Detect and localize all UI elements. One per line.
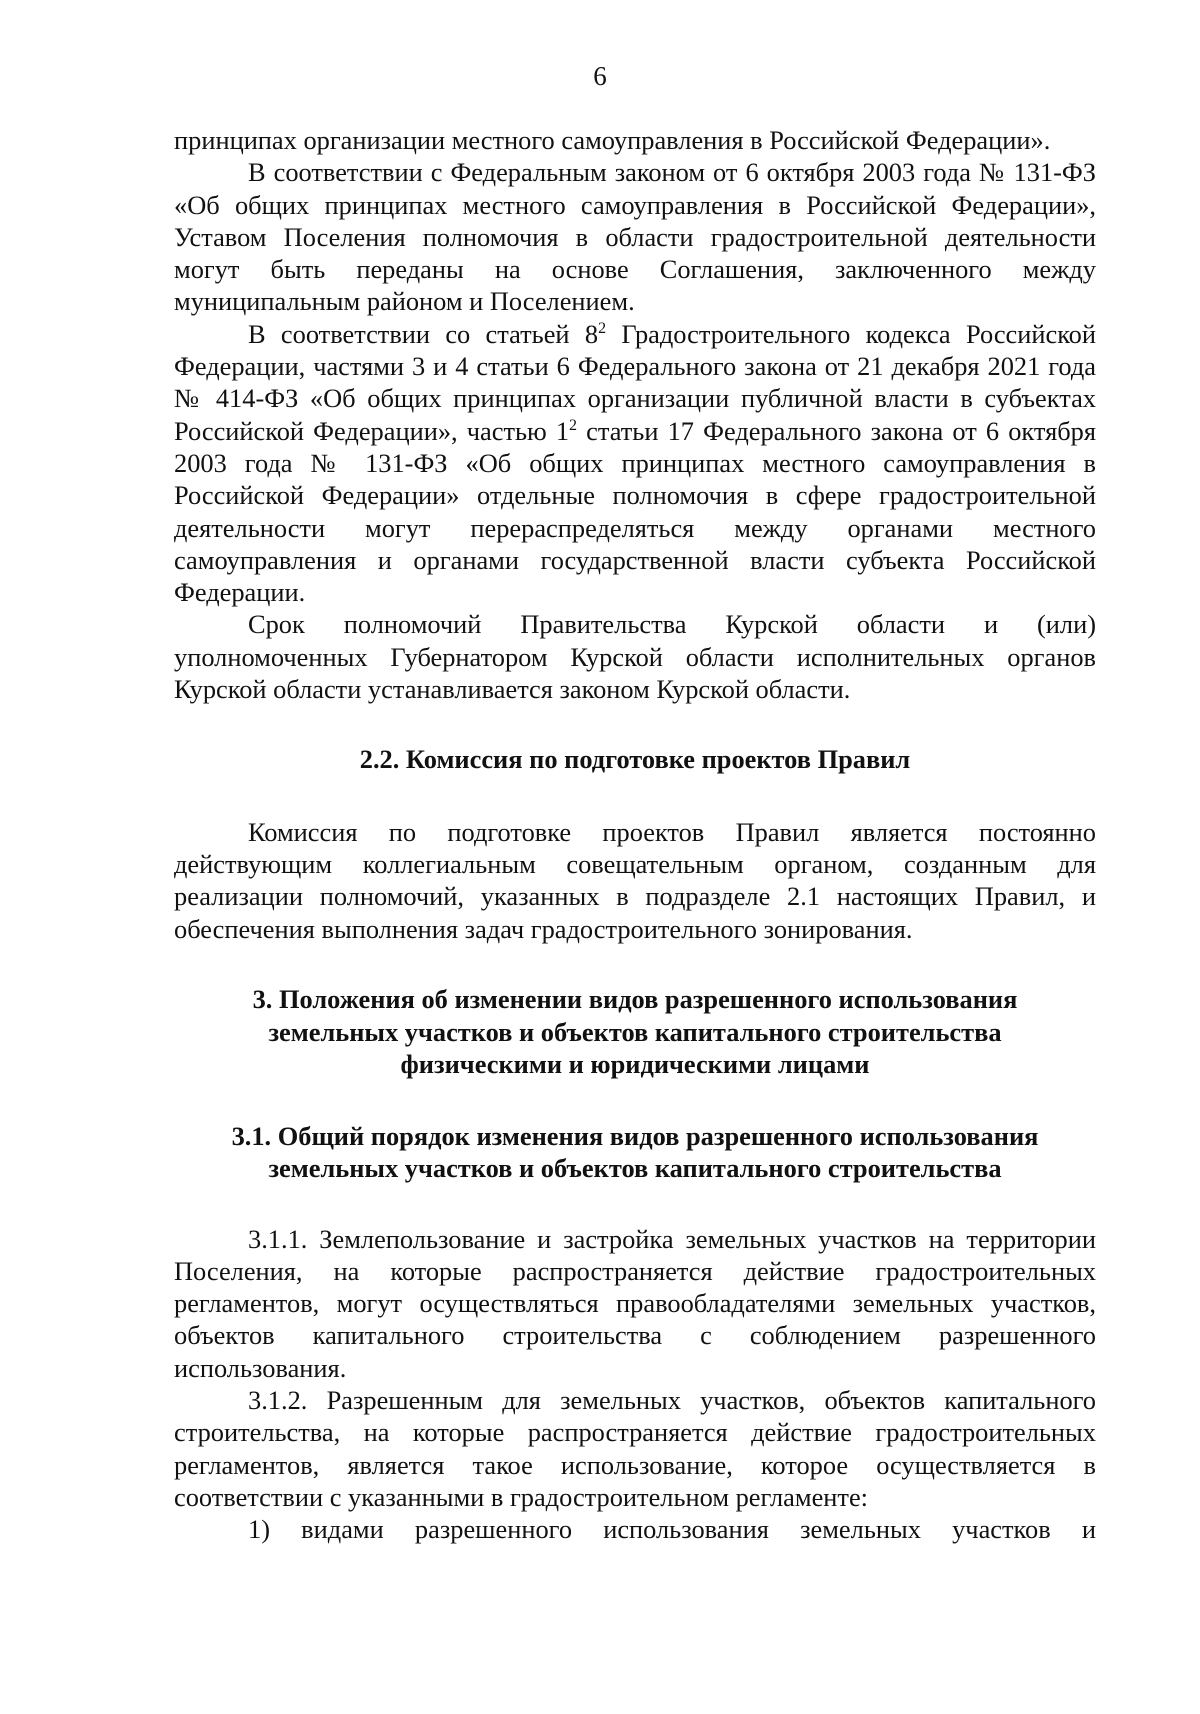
section-heading-2-2: 2.2. Комиссия по подготовке проектов Правил <box>359 744 911 775</box>
superscript-mark: 2 <box>598 319 607 337</box>
paragraph-text-part: Градостроительного кодекса Российской Федерации, частями 3 и 4 статьи 6 Федерального закона от 21 декабря 2021 года № 414-ФЗ «Об общих принципах организации публичной власти в субъектах Российской Федерации», частью 1 <box>174 318 1097 446</box>
section-heading-3 <box>174 983 1096 1081</box>
paragraph-commission: Комиссия по подготовке проектов Правил является постоянно действующим коллегиальным совещательным органом, созданным для реализации полномочий, указанных в подразделе 2.1 настоящих Правил, и обеспечения выполнения задач градостроительного зонирования. <box>174 816 1096 944</box>
paragraph-federal-law-131: В соответствии с Федеральным законом от 6 октября 2003 года № 131-ФЗ «Об общих принципах местного самоуправления в Российской Федерации», Уставом Поселения полномочия в области градостроительной деятельности могут быть переданы на основе Соглашения, заключенного между муниципальным районом и Поселением. <box>174 157 1096 317</box>
section-heading-3-1-line: 3.1. Общий порядок изменения видов разрешенного использования <box>231 1120 1039 1151</box>
paragraph-term-of-powers: Срок полномочий Правительства Курской области и (или) уполномоченных Губернатором Курской области исполнительных органов Курской области устанавливается законом Курской области. <box>174 609 1096 705</box>
list-item-1: 1) видами разрешенного использования земельных участков и <box>248 1514 1096 1545</box>
section-heading-3-1-line: земельных участков и объектов капитального строительства <box>268 1153 1002 1184</box>
paragraph-text-part: В соответствии со статьей 8 <box>248 318 599 349</box>
paragraph-3-1-1: 3.1.1. Землепользование и застройка земельных участков на территории Поселения, на которые распространяется действие градостроительных регламентов, могут осуществляться правообладателями земельных участков, объектов капитального строительства с соблюдением разрешенного использования. <box>174 1223 1096 1383</box>
paragraph-3-1-2: 3.1.2. Разрешенным для земельных участков, объектов капитального строительства, на которые распространяется действие градостроительных регламентов, является такое использование, которое осуществляется в соответствии с указанными в градостроительном регламенте: <box>174 1385 1096 1512</box>
paragraph-continuation: принципах организации местного самоуправления в Российской Федерации». <box>174 125 1051 155</box>
section-heading-3-line: физическими и юридическими лицами <box>400 1049 870 1080</box>
paragraph-text-part: статьи 17 Федерального закона от 6 октября 2003 года № 131-ФЗ «Об общих принципах местного самоуправления в Российской Федерации» отдельные полномочия в сфере градостроительной деятельности могут перераспределяться между органами местного самоуправления и органами государственной власти субъекта Российской Федерации. <box>174 415 1096 608</box>
superscript-mark: 2 <box>569 416 578 434</box>
section-heading-3-line: 3. Положения об изменении видов разрешенного использования <box>252 984 1018 1015</box>
page-number: 6 <box>593 61 607 91</box>
paragraph-redistribution-of-powers <box>174 318 1096 609</box>
section-heading-3-line: земельных участков и объектов капитального строительства <box>268 1016 1002 1047</box>
section-heading-3-1 <box>174 1120 1096 1185</box>
page-body <box>174 124 1096 1546</box>
